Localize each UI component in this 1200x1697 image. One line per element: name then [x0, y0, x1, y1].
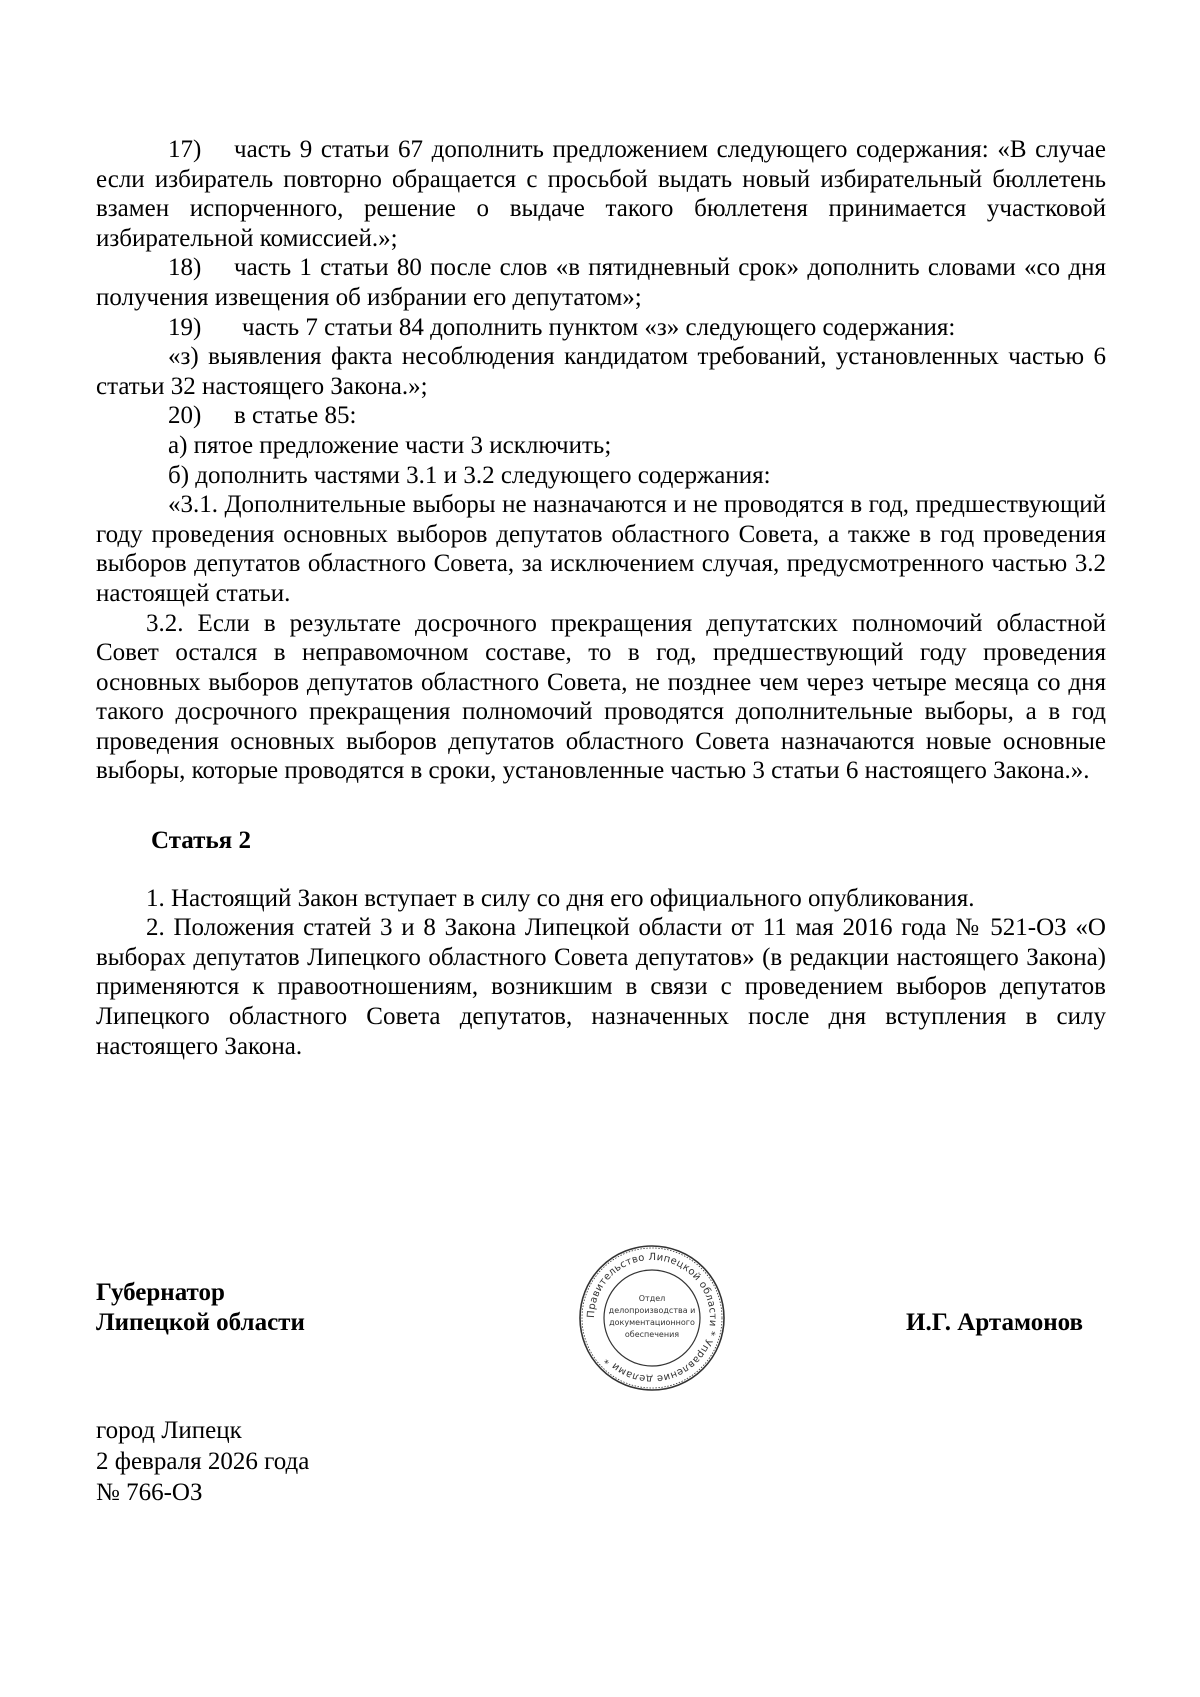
paragraph-text: часть 1 статьи 80 после слов «в пятидневный срок» дополнить словами «со дня получения извещения об избрании его депутатом»;	[96, 254, 1106, 311]
signature-position-line-2: Липецкой области	[96, 1309, 305, 1336]
article-2-item-2: 2. Положения статей 3 и 8 Закона Липецкой области от 11 мая 2016 года № 521-ОЗ «О выборах депутатов Липецкого областного Совета депутатов» (в редакции настоящего Закона) применяются к правоотношениям, возникшим в связи с проведением выборов депутатов Липецкого областного Совета депутатов, назначенных после дня вступления в силу настоящего Закона.	[96, 914, 1106, 1060]
seal-outer-text: Правительство Липецкой области * Управление делами *	[585, 1251, 719, 1385]
paragraph-19	[96, 313, 1106, 343]
signatory-name: И.Г. Артамонов	[906, 1309, 1083, 1336]
item-number: 19)	[168, 313, 202, 341]
footer-law-number: № 766-ОЗ	[96, 1479, 203, 1506]
paragraph-17	[96, 135, 1106, 253]
seal-inner-line-3: документационного	[609, 1318, 695, 1327]
seal-inner-line-1: Отдел	[638, 1294, 666, 1303]
document-body	[96, 135, 1106, 1061]
item-number: 18)	[168, 254, 202, 282]
article-2-title: Статья 2	[151, 827, 251, 855]
paragraph-20-a: а) пятое предложение части 3 исключить;	[168, 431, 612, 459]
paragraph-20-b: б) дополнить частями 3.1 и 3.2 следующего содержания:	[168, 461, 771, 489]
paragraph-3-1: «3.1. Дополнительные выборы не назначаются и не проводятся в год, предшествующий году проведения основных выборов депутатов областного Совета, а также в год проведения выборов депутатов областного Совета, за исключением случая, предусмотренного частью 3.2 настоящей статьи.	[96, 491, 1106, 607]
article-2-item-1: 1. Настоящий Закон вступает в силу со дня его официального опубликования.	[146, 884, 975, 912]
paragraph-3-2: 3.2. Если в результате досрочного прекращения депутатских полномочий областной Совет остался в неправомочном составе, то в год, предшествующий году проведения основных выборов депутатов областного Совета, не позднее чем через четыре месяца со дня такого досрочного прекращения полномочий проводятся дополнительные выборы, а в год проведения основных выборов депутатов областного Совета назначаются новые основные выборы, которые проводятся в сроки, установленные частью 3 статьи 6 настоящего Закона.».	[96, 609, 1106, 785]
signature-position-line-1: Губернатор	[96, 1279, 225, 1306]
item-number: 17)	[168, 136, 202, 163]
paragraph-text: в статье 85:	[234, 402, 357, 430]
paragraph-20	[96, 401, 1106, 431]
paragraph-text: часть 9 статьи 67 дополнить предложением следующего содержания: «В случае если избиратель повторно обращается с просьбой выдать новый избирательный бюллетень взамен испорченного, решение о выдаче такого бюллетеня принимается участковой избирательной комиссией.»;	[96, 136, 1106, 252]
official-seal	[577, 1243, 727, 1393]
seal-inner-line-2: делопроизводства и	[608, 1306, 696, 1315]
paragraph-text: часть 7 статьи 84 дополнить пунктом «з» следующего содержания:	[242, 313, 956, 341]
seal-inner-line-4: обеспечения	[624, 1330, 680, 1339]
paragraph-18	[96, 253, 1106, 312]
footer-date: 2 февраля 2026 года	[96, 1448, 310, 1475]
footer-city: город Липецк	[96, 1417, 242, 1444]
item-number: 20)	[168, 402, 202, 430]
paragraph-19-z: «з) выявления факта несоблюдения кандидатом требований, установленных частью 6 статьи 32 настоящего Закона.»;	[96, 343, 1106, 400]
